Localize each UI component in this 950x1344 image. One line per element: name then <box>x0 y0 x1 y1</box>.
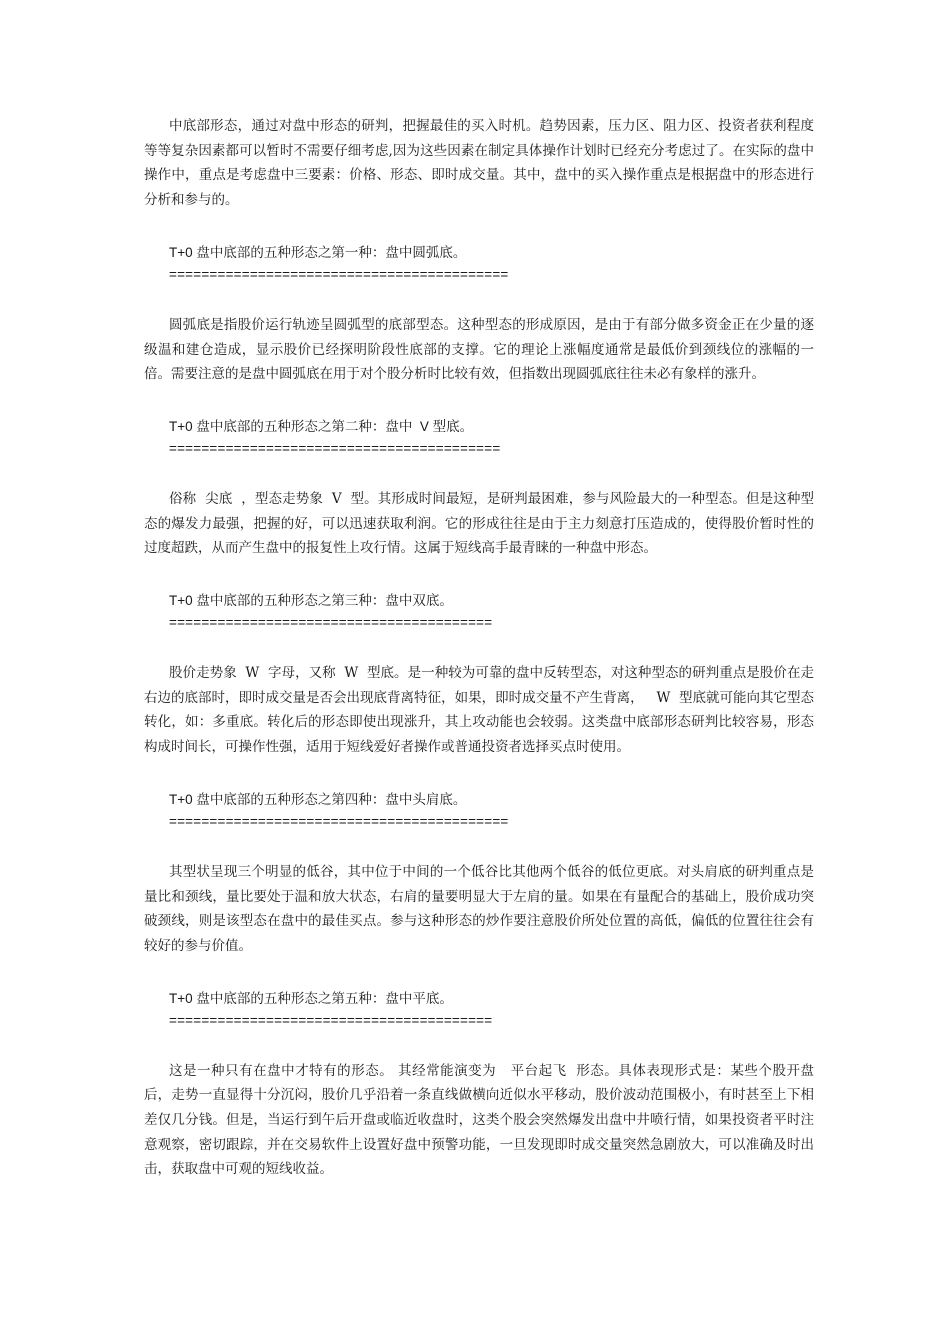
section-body: 其型状呈现三个明显的低谷，其中位于中间的一个低谷比其他两个低谷的低位更底。对头肩底的研判重点是量比和颈线，量比要处于温和放大状态，右肩的量要明显大于左肩的量。如果在有量配合的基础上，股价成功突破颈线，则是该型态在盘中的最佳买点。参与这种形态的炒作要注意股价所处位置的高低，偏低的位置往往会有较好的参与价值。 <box>144 863 814 954</box>
section-heading: T+0 盘中底部的五种形态之第三种：盘中双底。 <box>169 593 453 609</box>
section-body: 圆弧底是指股价运行轨迹呈圆弧型的底部型态。这种型态的形成原因，是由于有部分做多资金正在少量的逐级温和建仓造成，显示股价已经探明阶段性底部的支撑。它的理论上涨幅度通常是最低价到颈线位的涨幅的一倍。需要注意的是盘中圆弧底在用于对个股分析时比较有效，但指数出现圆弧底往往未必有象样的涨升。 <box>144 316 814 383</box>
section-divider: ======================================== <box>169 615 493 631</box>
section-5 <box>144 987 814 1183</box>
intro-paragraph: 中底部形态，通过对盘中形态的研判，把握最佳的买入时机。趋势因素，压力区、阻力区、投资者获利程度等等复杂因素都可以暂时不需要仔细考虑,因为这些因素在制定具体操作计划时已经充分考虑过了。在实际的盘中操作中，重点是考虑盘中三要素：价格、形态、即时成交量。其中，盘中的买入操作重点是根据盘中的形态进行分析和参与的。 <box>144 118 814 209</box>
section-1 <box>144 241 814 387</box>
section-divider: ========================================= <box>169 440 501 456</box>
section-divider: ========================================== <box>169 813 509 829</box>
section-body: 这是一种只有在盘中才特有的形态。 其经常能演变为 平台起飞 形态。具体表现形式是：某些个股开盘后，走势一直显得十分沉闷，股价几乎沿着一条直线做横向近似水平移动，股价波动范围极小，有时甚至上下相差仅几分钱。但是，当运行到午后开盘或临近收盘时，这类个股会突然爆发出盘中井喷行情，如果投资者平时注意观察，密切跟踪，并在交易软件上设置好盘中预警功能，一旦发现即时成交量突然急剧放大，可以准确及时出击，获取盘中可观的短线收益。 <box>144 1062 814 1178</box>
document-page <box>144 114 814 1182</box>
section-divider: ======================================== <box>169 1012 493 1028</box>
section-2 <box>144 415 814 561</box>
section-3 <box>144 589 814 760</box>
section-heading: T+0 盘中底部的五种形态之第四种：盘中头肩底。 <box>169 791 467 807</box>
section-heading: T+0 盘中底部的五种形态之第二种：盘中 V 型底。 <box>169 418 474 434</box>
section-body: 股价走势象 W 字母，又称 W 型底。是一种较为可靠的盘中反转型态，对这种型态的研判重点是股价在走右边的底部时，即时成交量是否会出现底背离特征，如果，即时成交量不产生背离， W 型底就可能向其它型态转化，如：多重底。转化后的形态即使出现涨升，其上攻动能也会较弱。这类盘中底部形态研判比较容易，形态构成时间长，可操作性强，适用于短线爱好者操作或普通投资者选择买点时使用。 <box>144 665 814 756</box>
section-heading: T+0 盘中底部的五种形态之第一种：盘中圆弧底。 <box>169 244 467 260</box>
section-body: 俗称 尖底 ，型态走势象 V 型。其形成时间最短，是研判最困难，参与风险最大的一种型态。但是这种型态的爆发力最强，把握的好，可以迅速获取利润。它的形成往往是由于主力刻意打压造成的，使得股价暂时性的过度超跌，从而产生盘中的报复性上攻行情。这属于短线高手最青睐的一种盘中形态。 <box>144 490 814 557</box>
section-heading: T+0 盘中底部的五种形态之第五种：盘中平底。 <box>169 990 453 1006</box>
section-4 <box>144 788 814 959</box>
section-divider: ========================================== <box>169 266 509 282</box>
